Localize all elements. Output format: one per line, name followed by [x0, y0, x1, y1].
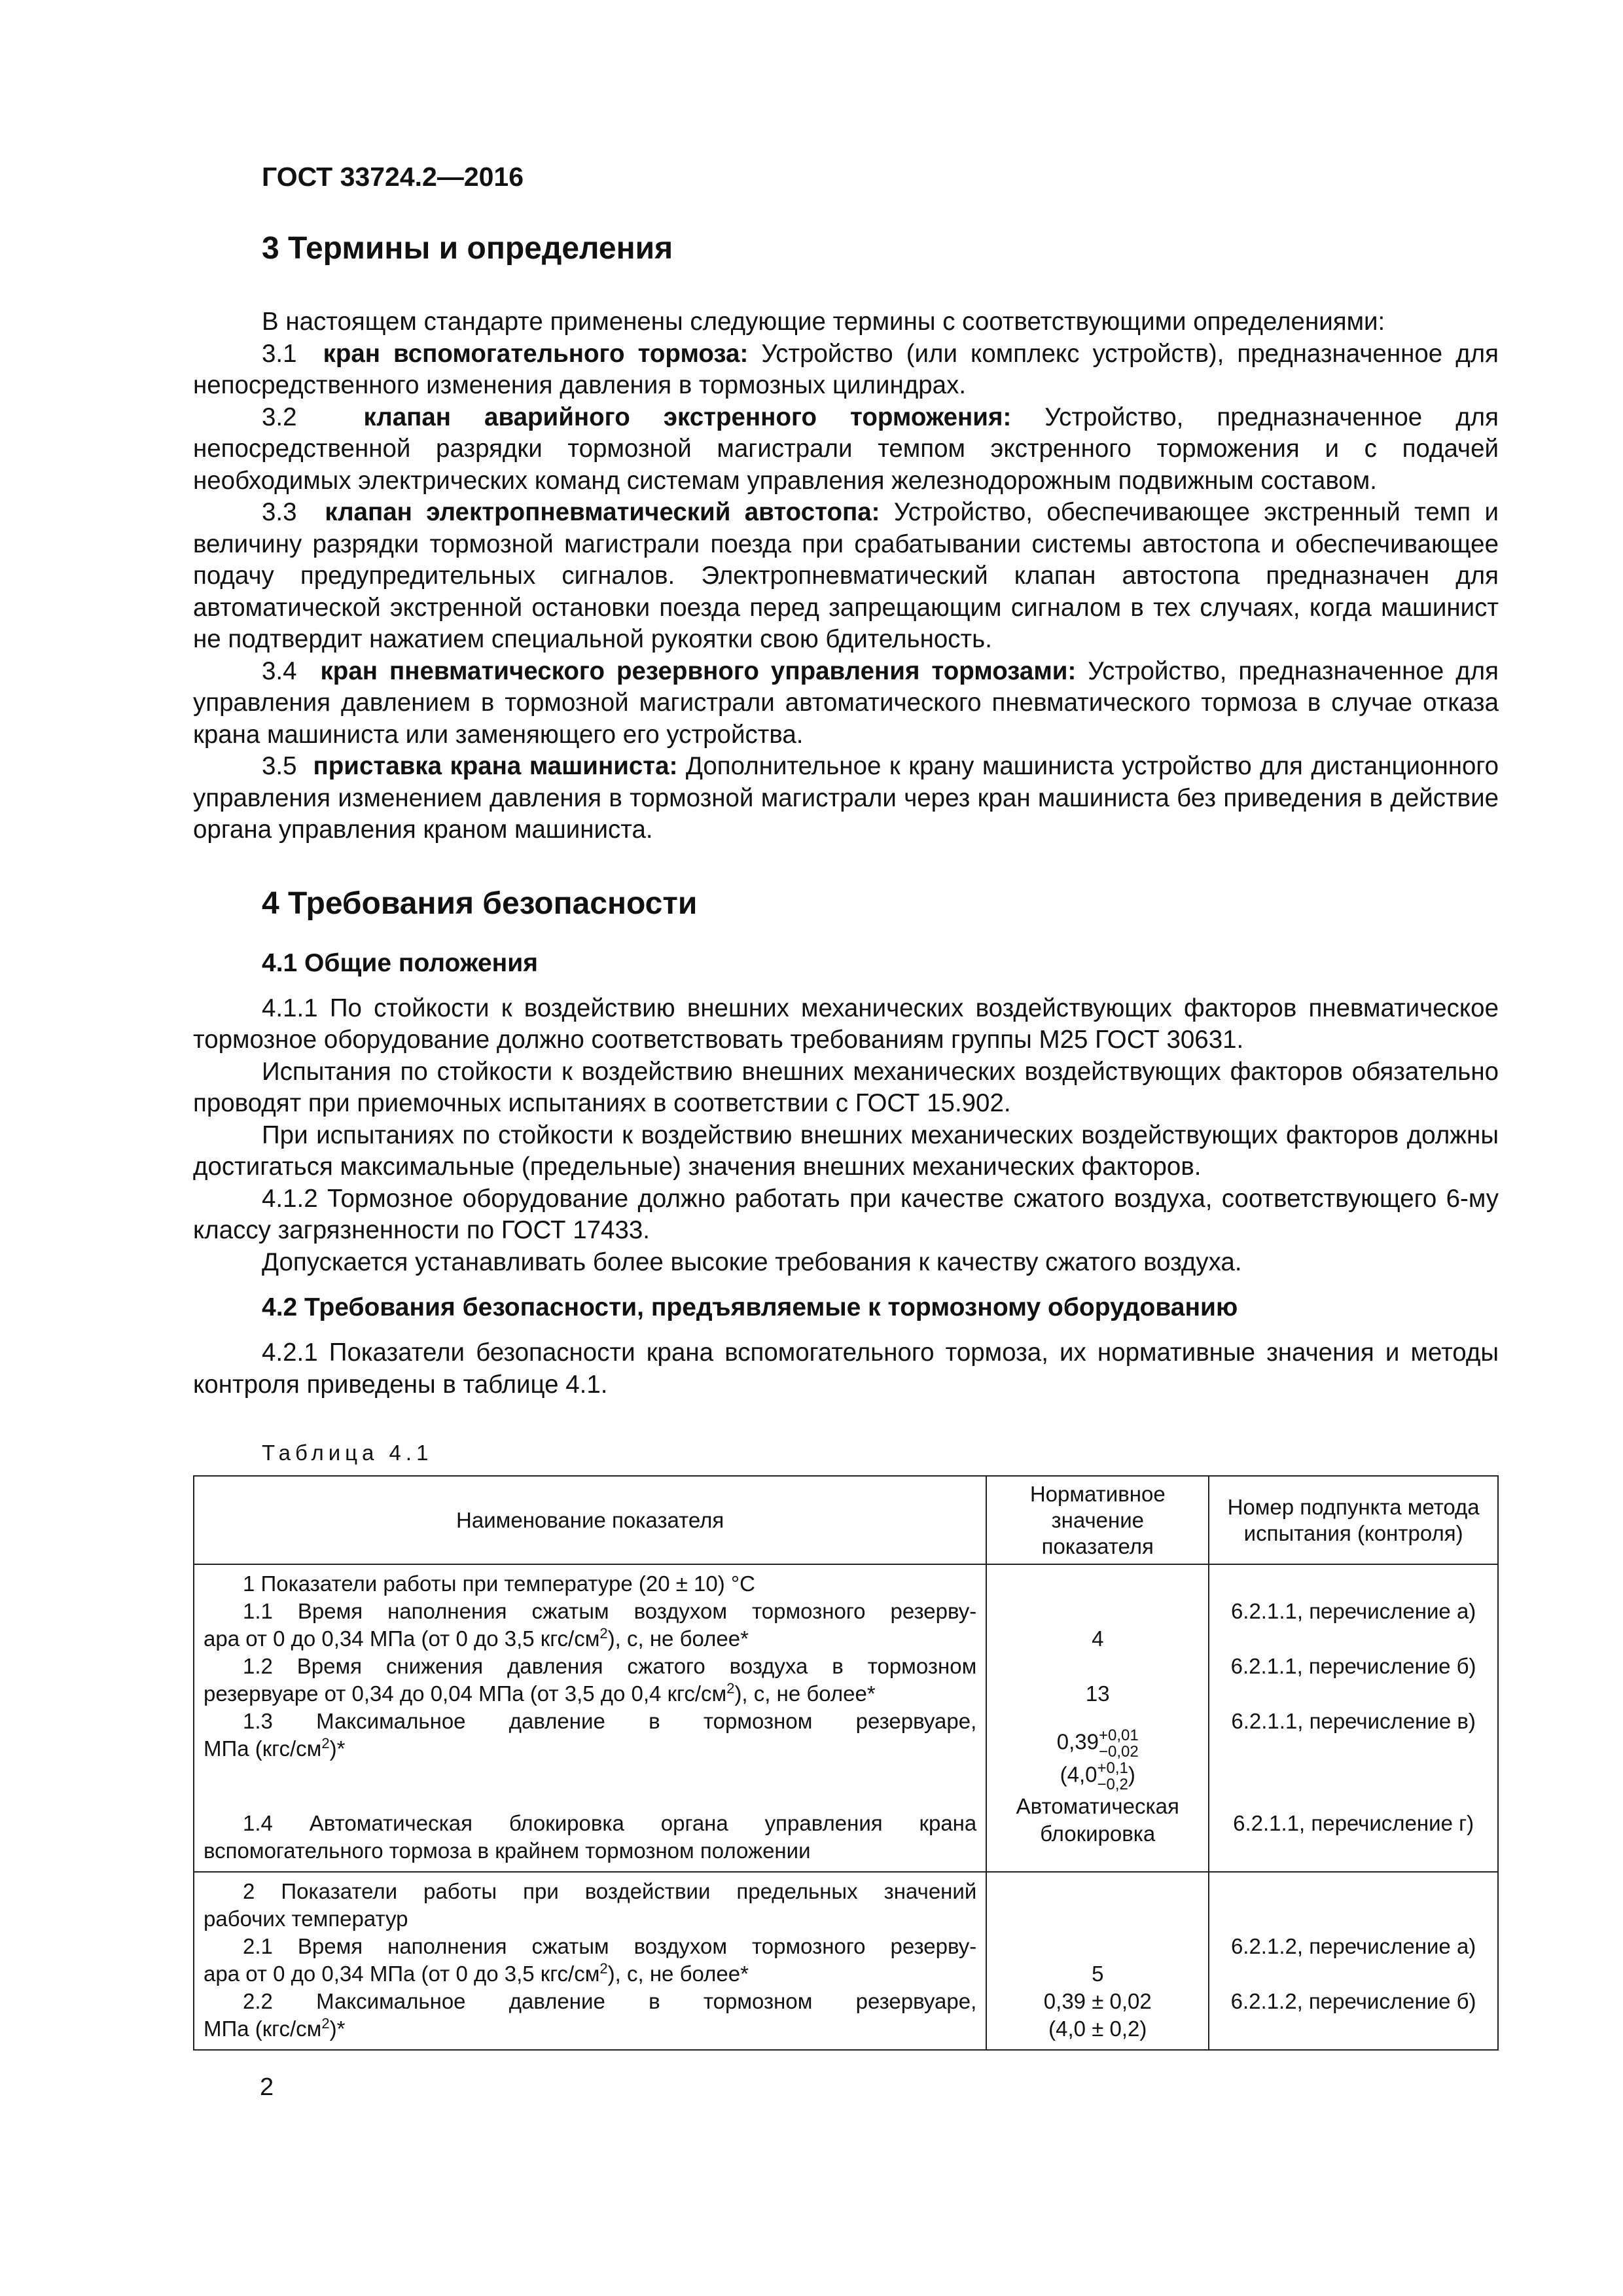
group-1-values: 4 13 0,39 +0,01 −0,02 (4,0 +0,1 −0,2 ) Автоматическая блокировка — [986, 1564, 1209, 1872]
col-header-value: Нормативное значение показателя — [986, 1476, 1209, 1564]
group-2-methods: 6.2.1.2, перечисление а) 6.2.1.2, перечисление б) — [1209, 1872, 1498, 2050]
document-header: ГОСТ 33724.2—2016 — [262, 162, 524, 192]
table-row — [194, 1872, 1498, 2050]
para-4-1-1-c: При испытаниях по стойкости к воздействию внешних механических воздействующих факторов должны достигаться максимальные (предельные) значения внешних механических факторов. — [193, 1121, 1499, 1181]
para-4-1-1-b: Испытания по стойкости к воздействию внешних механических воздействующих факторов обязательно проводят при приемочных испытаниях в соответствии с ГОСТ 15.902. — [193, 1057, 1499, 1117]
para-4-1-2-b: Допускается устанавливать более высокие требования к качеству сжатого воздуха. — [262, 1247, 1242, 1276]
term-3-5: 3.5 приставка крана машиниста: Дополнительное к крану машиниста устройство для дистанционного управления изменением давления в тормозной магистрали через кран машиниста без приведения в действие органа управления краном машиниста. — [193, 752, 1499, 844]
group-1-methods: 6.2.1.1, перечисление а) 6.2.1.1, перечисление б) 6.2.1.1, перечисление в) 6.2.1.1, перечисление г) — [1209, 1564, 1498, 1872]
table-caption: Таблица 4.1 — [262, 1441, 433, 1465]
group-1-indicators: 1 Показатели работы при температуре (20 ± 10) °С 1.1 Время наполнения сжатым воздухом тормозного резерву- ара от 0 до 0,34 МПа (от 0 до 3,5 кгс/$см^2$), с, не более* 1.2 Время снижения давления сжатого воздуха в тормозном резервуаре от 0,34 до 0,04 МПа (от 3,5 до 0,4 кгс/$см^2$), с, не более* 1.3 Максимальное давление в тормозном резервуаре, МПа $(кгс/см^2)*$ 1.4 Автоматическая блокировка органа управления крана вспомогательного тормоза в крайнем тормозном положении — [194, 1564, 986, 1872]
col-header-name: Наименование показателя — [194, 1476, 986, 1564]
document-body — [193, 229, 1499, 2051]
term-3-4: 3.4 кран пневматического резервного управления тормозами: Устройство, предназначенное для управления давлением в тормозной магистрали автоматического пневматического тормоза в случае отказа крана машиниста или заменяющего его устройства. — [193, 656, 1499, 749]
group-2-indicators: 2 Показатели работы при воздействии предельных значений рабочих температур 2.1 Время наполнения сжатым воздухом тормозного резерву- ара от 0 до 0,34 МПа (от 0 до 3,5 кгс/$см^2$), с, не более* 2.2 Максимальное давление в тормозном резервуаре, МПа $(кгс/см^2)*$ — [194, 1872, 986, 2050]
term-3-3: 3.3 клапан электропневматический автостопа: Устройство, обеспечивающее экстренный темп и величину разрядки тормозной магистрали поезда при срабатывании системы автостопа и обеспечивающее подачу предупредительных сигналов. Электропневматический клапан автостопа предназначен для автоматической экстренной остановки поезда перед запрещающим сигналом в тех случаях, когда машинист не подтвердит нажатием специальной рукоятки свою бдительность. — [193, 498, 1499, 653]
term-3-2: 3.2 клапан аварийного экстренного торможения: Устройство, предназначенное для непосредственной разрядки тормозной магистрали темпом экстренного торможения и с подачей необходимых электрических команд системам управления железнодорожным подвижным составом. — [193, 403, 1499, 495]
col-header-method: Номер подпункта метода испытания (контроля) — [1209, 1476, 1498, 1564]
table-4-1 — [193, 1475, 1499, 2051]
para-4-1-2: 4.1.2 Тормозное оборудование должно работать при качестве сжатого воздуха, соответствующего 6-му классу загрязненности по ГОСТ 17433. — [193, 1184, 1499, 1244]
subsection-4-2-title: 4.2 Требования безопасности, предъявляемые к тормозному оборудованию — [262, 1293, 1238, 1321]
group-2-values: 5 0,39 ± 0,02 (4,0 ± 0,2) — [986, 1872, 1209, 2050]
section-4-title: 4 Требования безопасности — [262, 886, 698, 921]
term-3-1: 3.1 кран вспомогательного тормоза: Устройство (или комплекс устройств), предназначенное для непосредственного изменения давления в тормозных цилиндрах. — [193, 339, 1499, 399]
subsection-4-1-title: 4.1 Общие положения — [262, 948, 538, 977]
table-header-row — [194, 1476, 1498, 1564]
section-3-title: 3 Термины и определения — [262, 231, 673, 266]
para-4-1-1: 4.1.1 По стойкости к воздействию внешних механических воздействующих факторов пневматическое тормозное оборудование должно соответствовать требованиям группы М25 ГОСТ 30631. — [193, 994, 1499, 1054]
section-3-intro: В настоящем стандарте применены следующие термины с соответствующими определениями: — [262, 308, 1385, 336]
para-4-2-1: 4.2.1 Показатели безопасности крана вспомогательного тормоза, их нормативные значения и методы контроля приведены в таблице 4.1. — [193, 1338, 1499, 1399]
table-row — [194, 1564, 1498, 1872]
page-number: 2 — [260, 2073, 274, 2101]
